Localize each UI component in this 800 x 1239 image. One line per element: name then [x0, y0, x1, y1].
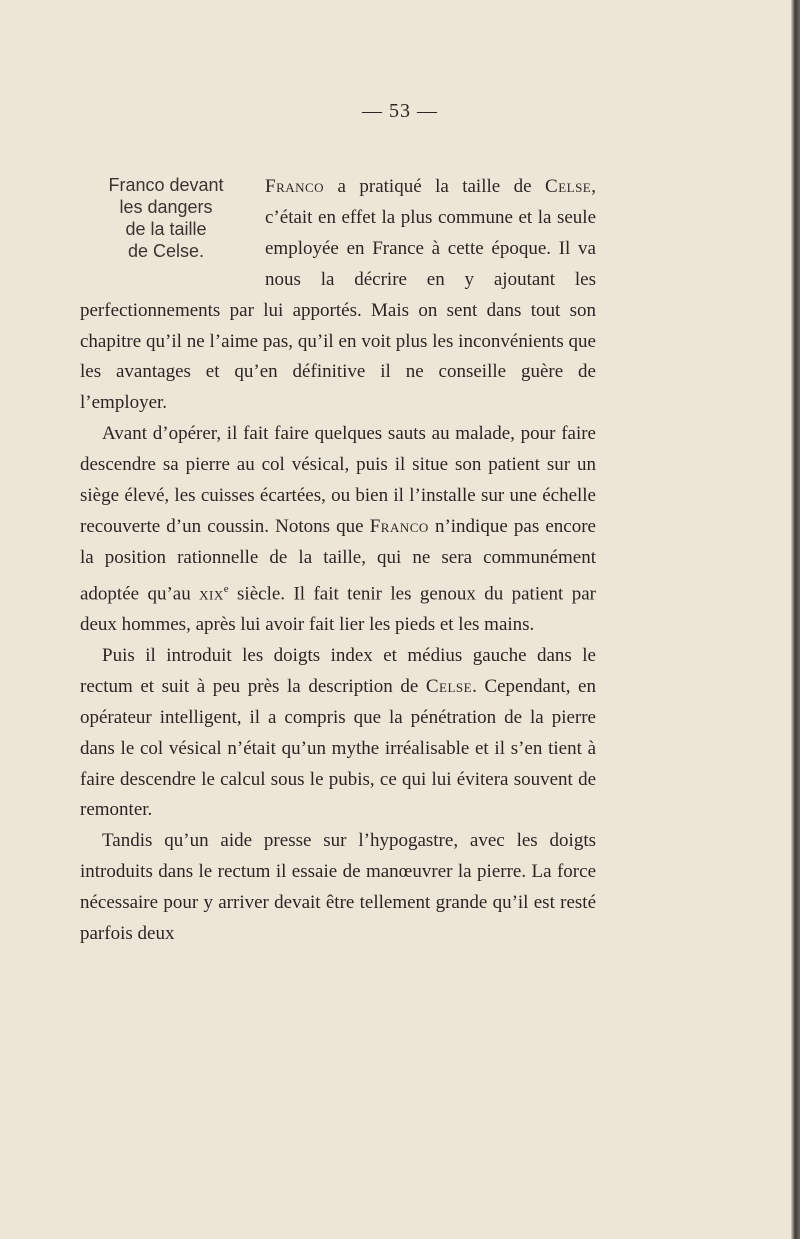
body-text — [80, 172, 596, 950]
small-caps-text: xix — [199, 583, 224, 605]
paragraph-text: Tandis qu’un aide presse sur l’hypogastre, avec les doigts introduits dans le rectum il essaie de manœuvrer la pierre. La force nécessaire pour y arriver devait être tellement grande qu’il est resté parfois deux — [80, 830, 596, 945]
paragraph-text: , c’était en effet la plus commune et la seule employée en France à cette époque. Il va nous la décrire en y ajoutant les perfectionnements par lui apportés. Mais on sent dans tout son chapitre qu’il ne l’aime pas, qu’il en voit plus les inconvénients que les avantages et qu’en définitive il ne conseille guère de l’employer. — [80, 176, 596, 414]
superscript-text: e — [223, 582, 229, 595]
marginal-note-line: Franco devant — [108, 175, 224, 195]
marginal-note-line: de la taille — [125, 219, 207, 239]
paragraph-text: . Cependant, en opérateur intelligent, il a compris que la pénétration de la pierre dans le col vésical n’était qu’un mythe irréalisable et il s’en tient à faire descendre le calcul sous le pubis, ce qui lui évitera souvent de remonter. — [80, 675, 596, 821]
paragraph-text: a pratiqué la taille de — [324, 176, 546, 197]
marginal-note-space — [80, 172, 265, 295]
small-caps-text: Franco — [369, 515, 429, 537]
marginal-note-line: de Celse. — [127, 241, 205, 261]
paragraph-text: n’indique pas encore la position rationnelle de la taille, qui ne sera communément adoptée qu’au — [80, 515, 596, 605]
small-caps-text: Celse — [425, 675, 473, 697]
paragraph-text: Avant d’opérer, il fait faire quelques sauts au malade, pour faire descendre sa pierre au col vésical, puis il situe son patient sur un siège élevé, les cuisses écartées, ou bien il l’installe sur une échelle recouverte d’un coussin. Notons que — [80, 423, 596, 537]
paragraph — [80, 419, 596, 641]
page-edge — [791, 0, 800, 1239]
paragraph-text: siècle. Il fait tenir les genoux du patient par deux hommes, après lui avoir fait lier les pieds et les mains. — [80, 583, 596, 636]
paragraph — [80, 826, 596, 950]
paragraph — [80, 641, 596, 826]
small-caps-text: Celse — [545, 176, 592, 197]
marginal-note-line: les dangers — [119, 197, 213, 217]
page-number: — 53 — — [362, 100, 438, 122]
small-caps-text: Franco — [265, 176, 325, 197]
paragraph-text: Puis il introduit les doigts index et médius gauche dans le rectum et suit à peu près la description de — [80, 644, 596, 697]
